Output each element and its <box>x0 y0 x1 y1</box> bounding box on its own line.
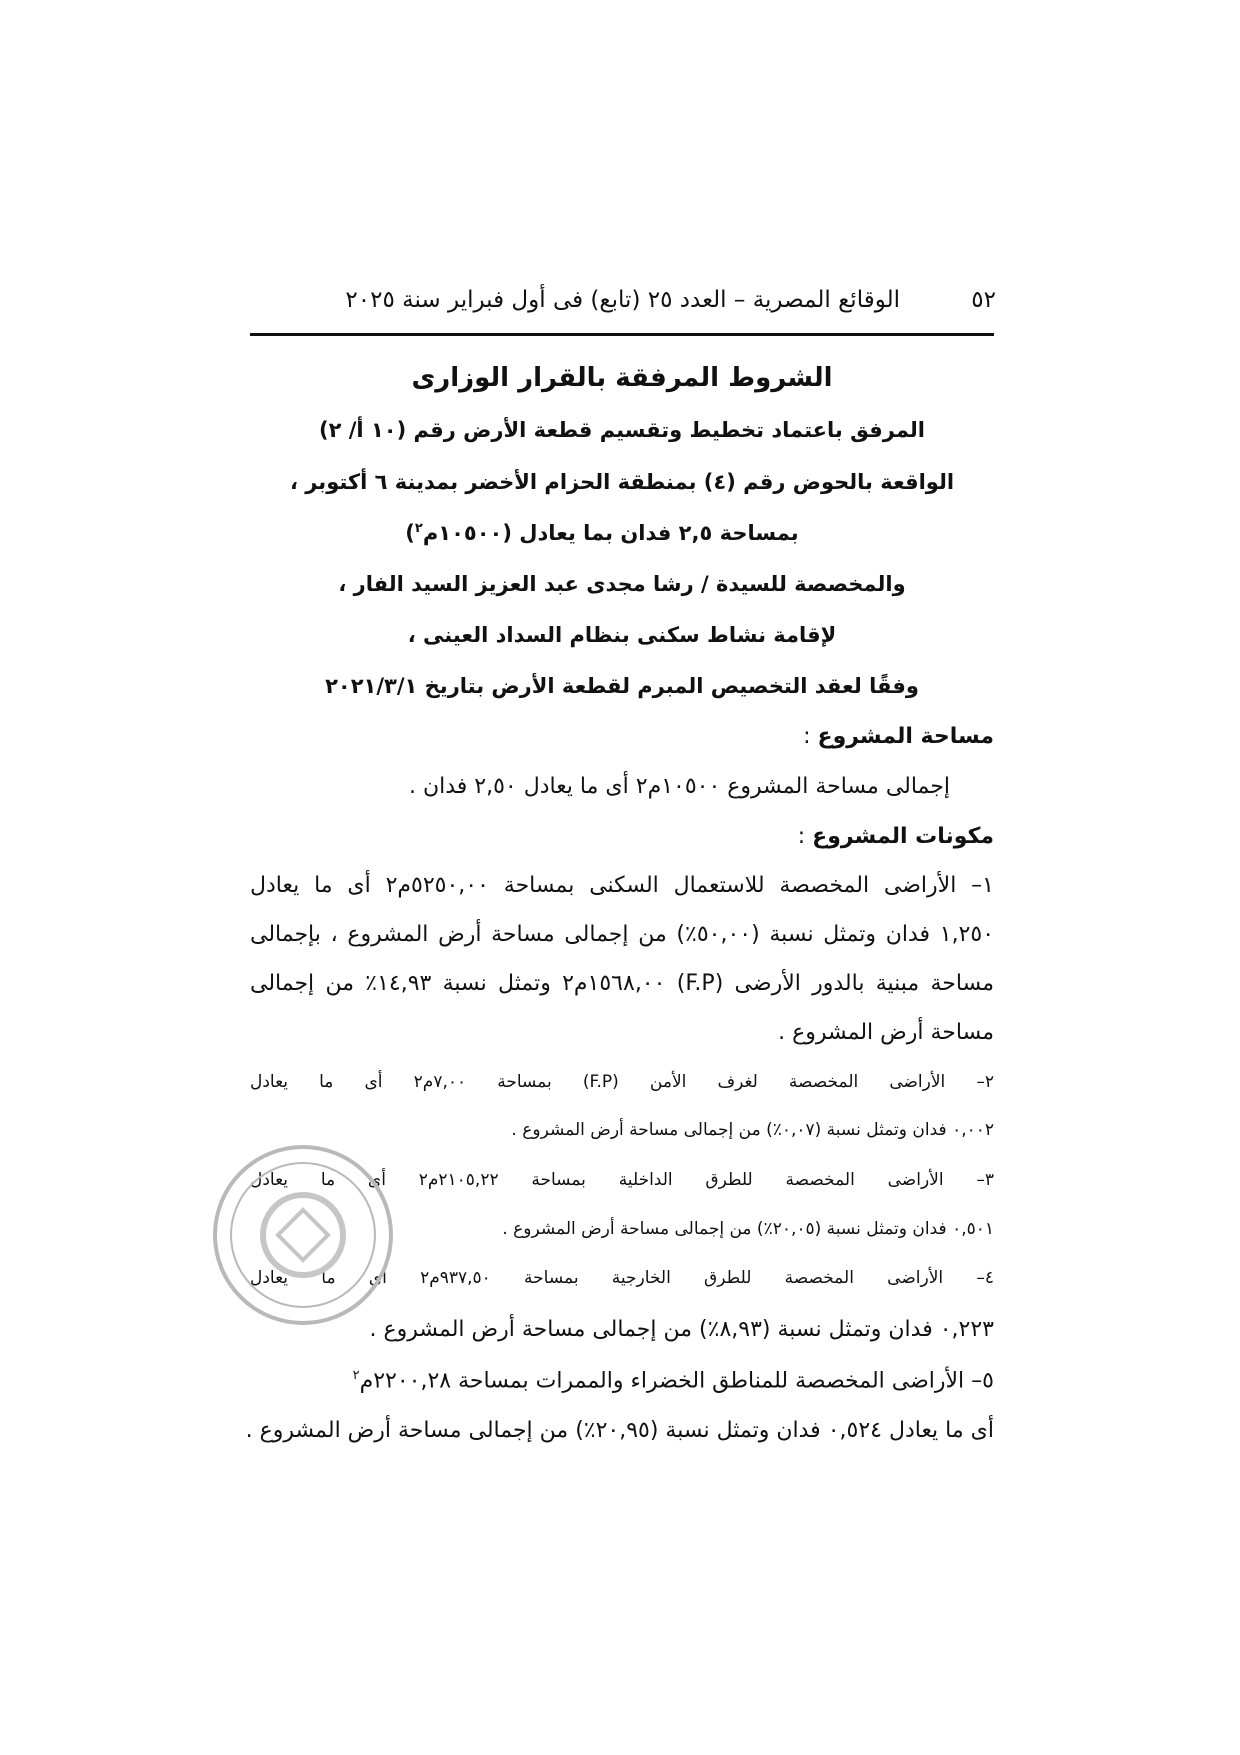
document-title: الشروط المرفقة بالقرار الوزارى <box>411 363 833 393</box>
official-seal-stamp <box>208 1140 398 1330</box>
item-1-line-1: ١– الأراضى المخصصة للاستعمال السكنى بمساحة ٥٢٥٠,٠٠م٢ أى ما يعادل <box>250 873 994 898</box>
header-divider <box>250 333 994 336</box>
subtitle-line-2: الواقعة بالحوض رقم (٤) بمنطقة الحزام الأخضر بمدينة ٦ أكتوبر ، <box>289 470 955 494</box>
item-1-line-4: مساحة أرض المشروع . <box>778 1020 994 1045</box>
subtitle-line-6: وفقًا لعقد التخصيص المبرم لقطعة الأرض بتاريخ ٢٠٢١/٣/١ <box>325 674 919 698</box>
item-5-line-2: أى ما يعادل ٠,٥٢٤ فدان وتمثل نسبة (٢٠,٩٥٪) من إجمالى مساحة أرض المشروع . <box>245 1418 994 1443</box>
subtitle-line-1: المرفق باعتماد تخطيط وتقسيم قطعة الأرض رقم (١٠ أ/ ٢) <box>319 418 925 442</box>
item-4-line-2: ٠,٢٢٣ فدان وتمثل نسبة (٨,٩٣٪) من إجمالى مساحة أرض المشروع . <box>369 1317 994 1342</box>
gazette-header-title: الوقائع المصرية – العدد ٢٥ (تابع) فى أول فبراير سنة ٢٠٢٥ <box>345 287 900 313</box>
subtitle-line-4: والمخصصة للسيدة / رشا مجدى عبد العزيز السيد الفار ، <box>338 572 906 596</box>
item-3-line-1: ٣– الأراضى المخصصة للطرق الداخلية بمساحة ٢١٠٥,٢٢م٢ أى ما يعادل <box>250 1170 994 1190</box>
project-area-text: إجمالى مساحة المشروع ١٠٥٠٠م٢ أى ما يعادل ٢,٥٠ فدان . <box>408 774 950 799</box>
item-5-line-1: ٥– الأراضى المخصصة للمناطق الخضراء والممرات بمساحة ٢٢٠٠,٢٨م$^٢$ <box>352 1368 994 1394</box>
item-4-line-1: ٤– الأراضى المخصصة للطرق الخارجية بمساحة ٩٣٧,٥٠م٢ أى ما يعادل <box>250 1268 994 1288</box>
subtitle-line-5: لإقامة نشاط سكنى بنظام السداد العينى ، <box>407 623 837 647</box>
page-number: ٥٢ <box>971 287 996 313</box>
item-1-line-3: مساحة مبنية بالدور الأرضى (F.P) ١٥٦٨,٠٠م٢ وتمثل نسبة ١٤,٩٣٪ من إجمالى <box>250 971 994 996</box>
item-1-line-2: ١,٢٥٠ فدان وتمثل نسبة (٥٠,٠٠٪) من إجمالى مساحة أرض المشروع ، بإجمالى <box>250 922 995 947</box>
subtitle-line-3 <box>230 521 974 545</box>
item-3-line-2: ٠,٥٠١ فدان وتمثل نسبة (٢٠,٠٥٪) من إجمالى مساحة أرض المشروع . <box>502 1219 994 1239</box>
item-2-line-2: ٠,٠٠٢ فدان وتمثل نسبة (٠,٠٧٪) من إجمالى مساحة أرض المشروع . <box>511 1120 994 1140</box>
section-heading-area: مساحة المشروع : <box>803 724 994 749</box>
area-close: ) <box>405 521 415 545</box>
section-heading-components: مكونات المشروع : <box>797 824 994 849</box>
area-text: بمساحة ٢,٥ فدان بما يعادل (١٠٥٠٠م <box>422 521 799 545</box>
area-superscript: ٢ <box>414 521 423 536</box>
item-2-line-1: ٢– الأراضى المخصصة لغرف الأمن (F.P) بمساحة ٧,٠٠م٢ أى ما يعادل <box>250 1072 995 1092</box>
